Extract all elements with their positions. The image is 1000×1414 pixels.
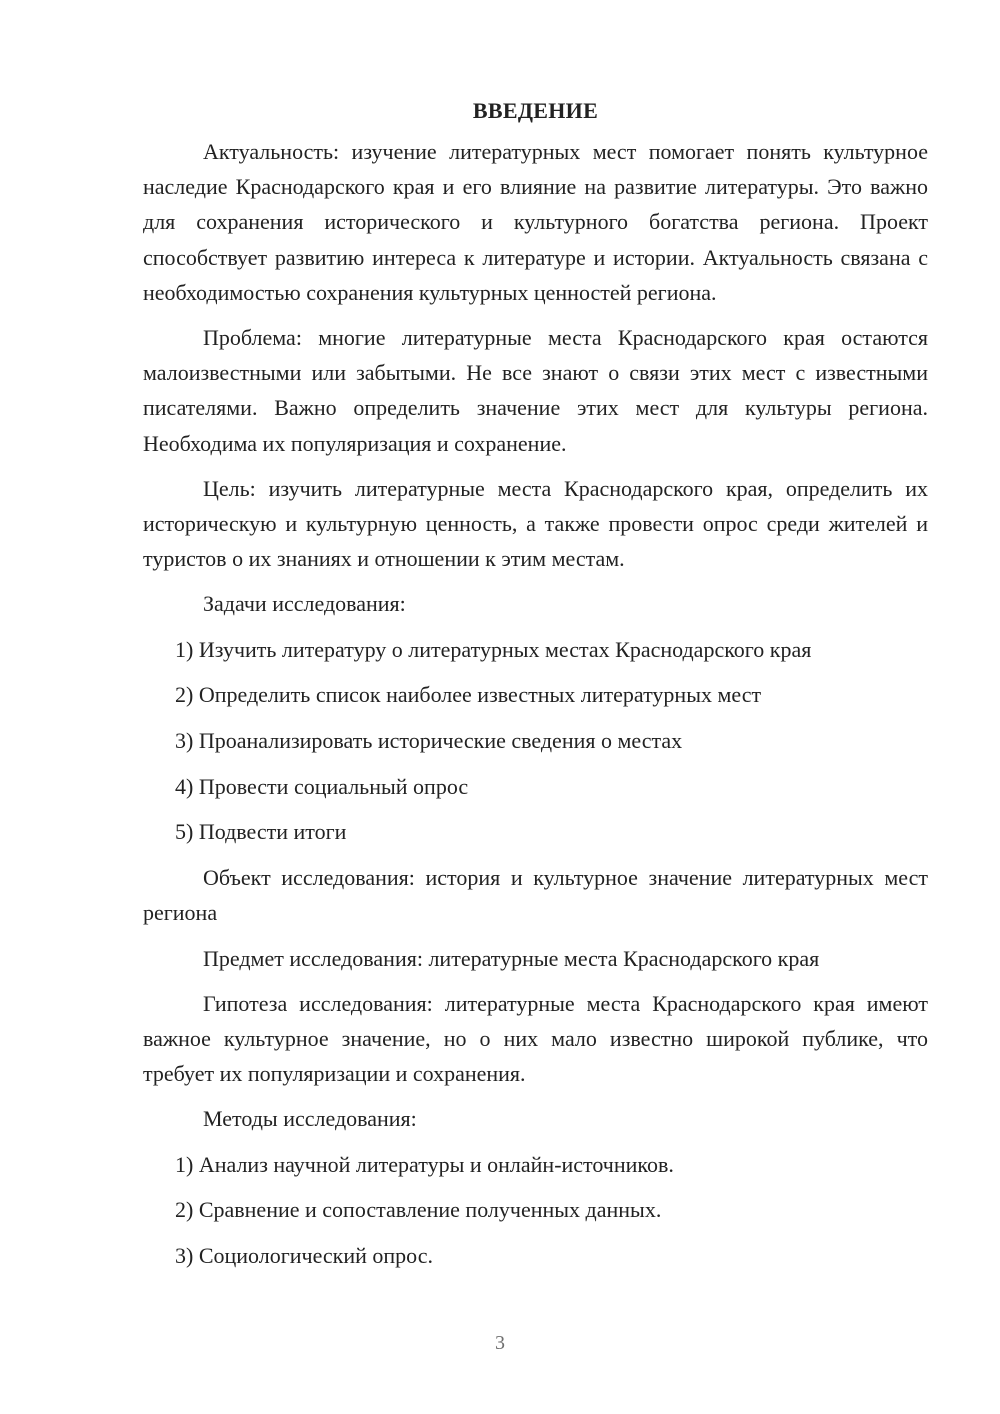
hypothesis-paragraph: Гипотеза исследования: литературные места Краснодарского края имеют важное культурное значение, но о них мало известно широкой публике, что требует их популяризации и сохранения. (143, 990, 928, 1087)
methods-list (143, 1147, 928, 1274)
page-number: 3 (495, 1332, 505, 1354)
task-item: 2) Определить список наиболее известных литературных мест (175, 682, 762, 708)
task-item: 4) Провести социальный опрос (175, 773, 469, 799)
method-item: 1) Анализ научной литературы и онлайн-источников. (175, 1151, 674, 1177)
method-item: 3) Социологический опрос. (175, 1242, 433, 1268)
relevance-paragraph: Актуальность: изучение литературных мест помогает понять культурное наследие Краснодарского края и его влияние на развитие литературы. Это важно для сохранения исторического и культурного богатства региона. Проект способствует развитию интереса к литературе и истории. Актуальность связана с необходимостью сохранения культурных ценностей региона. (143, 139, 928, 305)
document-title: ВВЕДЕНИЕ (472, 98, 599, 123)
subject-paragraph: Предмет исследования: литературные места Краснодарского края (203, 945, 820, 971)
task-item: 5) Подвести итоги (175, 819, 347, 845)
object-paragraph: Объект исследования: история и культурное значение литературных мест региона (143, 865, 928, 926)
goal-paragraph: Цель: изучить литературные места Краснодарского края, определить их историческую и культурную ценность, а также провести опрос среди жителей и туристов о их знаниях и отношении к этим местам. (143, 475, 928, 572)
tasks-list (143, 632, 928, 850)
document-page (143, 93, 928, 1284)
tasks-heading: Задачи исследования: (203, 591, 406, 617)
problem-paragraph: Проблема: многие литературные места Краснодарского края остаются малоизвестными или забытыми. Не все знают о связи этих мест с известными писателями. Важно определить значение этих мест для культуры региона. Необходима их популяризация и сохранение. (143, 325, 928, 456)
task-item: 3) Проанализировать исторические сведения о местах (175, 728, 683, 754)
task-item: 1) Изучить литературу о литературных местах Краснодарского края (175, 636, 812, 662)
methods-heading: Методы исследования: (203, 1106, 417, 1132)
method-item: 2) Сравнение и сопоставление полученных данных. (175, 1197, 662, 1223)
